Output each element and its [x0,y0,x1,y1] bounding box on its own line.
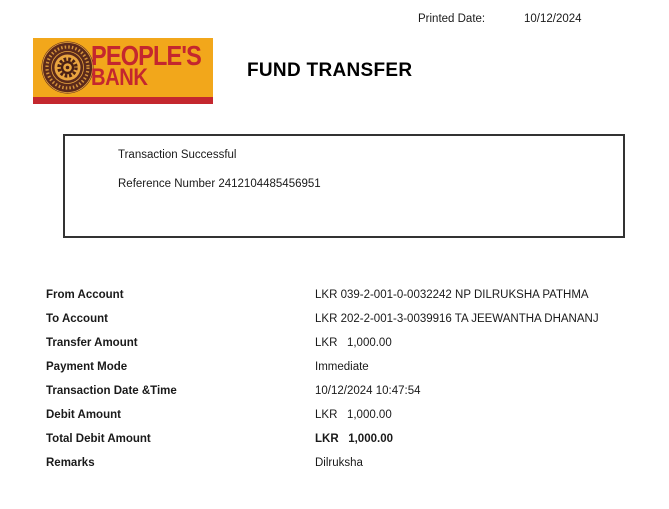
detail-row-payment-mode [46,360,661,384]
detail-label: Payment Mode [46,361,128,373]
bank-name-line1: PEOPLE'S [91,40,201,71]
detail-value: Immediate [315,361,369,373]
printed-date [418,13,582,26]
logo-red-bar [33,97,213,104]
transfer-details-list [46,288,661,480]
peoples-bank-wordmark [91,40,201,91]
peoples-bank-logo [33,38,213,104]
detail-label: Remarks [46,457,95,469]
detail-value: LKR 1,000.00 [315,433,393,445]
detail-label: Transaction Date &Time [46,385,177,397]
detail-value: 10/12/2024 10:47:54 [315,385,421,397]
detail-row-transfer-amount [46,336,661,360]
detail-label: Debit Amount [46,409,121,421]
printed-date-value: 10/12/2024 [524,13,582,25]
detail-value: LKR 1,000.00 [315,409,392,421]
detail-label: Total Debit Amount [46,433,151,445]
detail-row-transaction-datetime [46,384,661,408]
detail-value: LKR 039-2-001-0-0032242 NP DILRUKSHA PATHMA [315,289,589,301]
printed-date-label: Printed Date: [418,13,486,25]
detail-row-remarks [46,456,661,480]
bank-name-line2: BANK [91,64,148,91]
detail-label: From Account [46,289,124,301]
peoples-bank-seal-icon [41,41,94,94]
reference-number-text: Reference Number 2412104485456951 [118,178,321,190]
detail-row-to-account [46,312,661,336]
detail-value: LKR 1,000.00 [315,337,392,349]
page-title: FUND TRANSFER [247,60,413,81]
detail-label: To Account [46,313,108,325]
detail-row-total-debit-amount [46,432,661,456]
transaction-status-box [63,134,625,238]
detail-value: LKR 202-2-001-3-0039916 TA JEEWANTHA DHANANJ [315,313,599,325]
transaction-status-text: Transaction Successful [118,149,237,161]
detail-label: Transfer Amount [46,337,138,349]
detail-row-debit-amount [46,408,661,432]
detail-row-from-account [46,288,661,312]
detail-value: Dilruksha [315,457,363,469]
